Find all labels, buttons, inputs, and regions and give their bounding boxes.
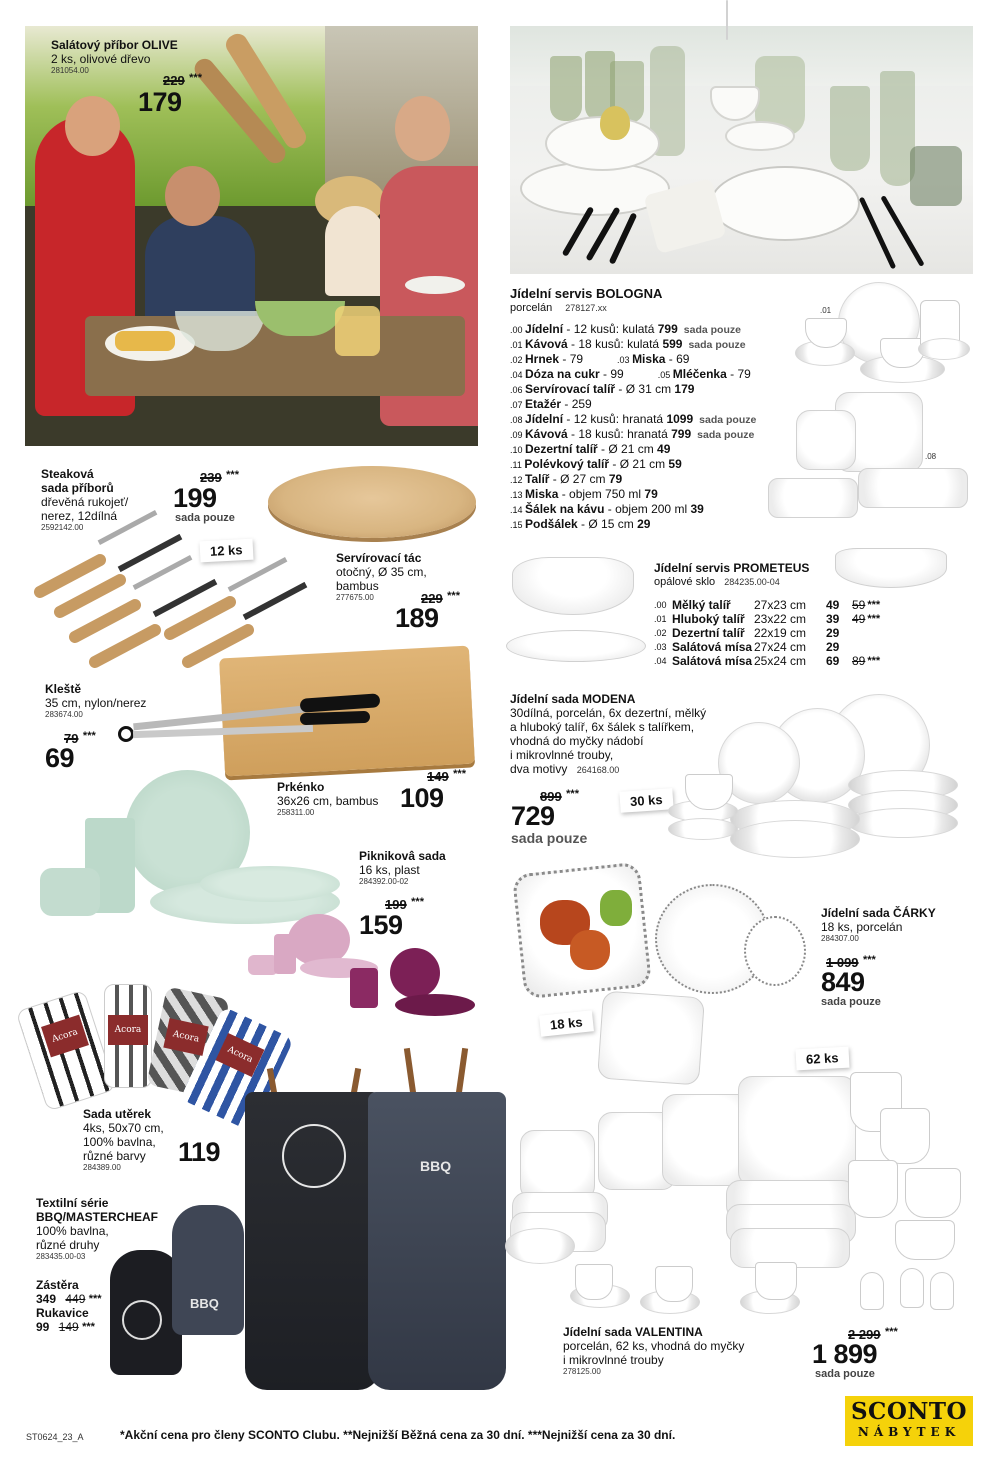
bologna-row-detail: - Ø 15 cm — [577, 517, 638, 531]
prometeus-row-price: 49 — [826, 598, 840, 612]
towel-label-2: Acora — [108, 1015, 148, 1045]
bologna-row-price: 49 — [657, 442, 671, 456]
bologna-row-price: 799 — [671, 427, 692, 441]
glove-price: 99 — [36, 1320, 50, 1334]
modena-stars: *** — [566, 788, 579, 800]
carky-block — [821, 906, 936, 944]
bologna-row-price: 79 — [608, 472, 623, 486]
bologna-row-detail: - 18 kusů: hranatá — [567, 427, 672, 441]
bologna-row-price: 599 — [662, 337, 683, 351]
bologna-row — [510, 502, 800, 517]
prometeus-material: opálové sklo — [654, 576, 716, 588]
towel-label-3: Acora — [163, 1018, 208, 1056]
bologna-row-number: .09 — [510, 430, 526, 440]
olive-desc: 2 ks, olivové dřevo — [51, 52, 151, 66]
prometeus-row-name: Salátová mísa — [672, 640, 753, 654]
prometeus-row-stars: *** — [867, 599, 881, 611]
bologna-row-detail: - Ø 27 cm — [549, 472, 609, 486]
bologna-row — [510, 337, 800, 352]
prometeus-rows — [654, 598, 904, 668]
tray-block — [336, 551, 427, 603]
modena-desc-2: a hluboký talíř, 6x šálek s talířkem, — [510, 720, 695, 734]
apron-print-bbq: BBQ — [420, 1158, 452, 1174]
picnic-code: 284392.00-02 — [359, 877, 409, 886]
sconto-logo — [845, 1396, 973, 1446]
bologna-ref-08: .08 — [925, 452, 937, 461]
bologna-row-number-2: .05 — [657, 370, 673, 380]
picnic-price: 159 — [359, 910, 403, 940]
carky-old-price: 1 099 — [826, 955, 859, 970]
prometeus-material-line — [654, 575, 809, 589]
bologna-row-price: 179 — [674, 382, 695, 396]
bologna-row-name: Kávová — [525, 337, 568, 351]
prometeus-row-size: 27x24 cm — [754, 640, 807, 654]
bologna-row-unit: sada pouze — [688, 339, 746, 351]
bologna-row-detail: - 12 kusů: hranatá — [563, 412, 667, 426]
prometeus-row-old-price: 89 — [852, 654, 866, 668]
textile-desc-1: 100% bavlna, — [36, 1224, 109, 1238]
bologna-row — [510, 382, 800, 397]
steak-unit: sada pouze — [175, 512, 235, 524]
tongs-desc: 35 cm, nylon/nerez — [45, 696, 147, 710]
board-title: Prkénko — [277, 780, 325, 794]
bologna-row-detail: - 12 kusů: kulatá — [563, 322, 658, 336]
bologna-material: porcelán — [510, 302, 553, 314]
prometeus-row — [654, 598, 904, 612]
prometeus-title: Jídelní servis PROMETEUS — [654, 561, 810, 575]
bologna-row-number: .12 — [510, 475, 526, 485]
bologna-rows — [510, 322, 800, 532]
tongs-old-price: 79 — [64, 731, 79, 746]
modena-title: Jídelní sada MODENA — [510, 692, 636, 706]
prometeus-block — [654, 561, 809, 589]
tray-title: Servírovací tác — [336, 551, 422, 565]
prometeus-row — [654, 654, 904, 668]
bologna-block — [510, 286, 810, 315]
page-code: ST0624_23_A — [26, 1432, 84, 1442]
valentina-desc-2: i mikrovlnné trouby — [563, 1353, 664, 1367]
bologna-row-name: Dóza na cukr — [525, 367, 600, 381]
bologna-row — [510, 472, 800, 487]
valentina-code: 278125.00 — [563, 1367, 601, 1376]
bologna-row-name: Servírovací talíř — [525, 382, 616, 396]
modena-code: 264168.00 — [576, 765, 620, 775]
bologna-code: 278127.xx — [565, 303, 607, 313]
tray-code: 277675.00 — [336, 593, 374, 602]
textile-desc-2: různé druhy — [36, 1238, 100, 1252]
towels-price: 119 — [178, 1137, 221, 1167]
bologna-row — [510, 397, 800, 412]
bologna-row-detail-2: - 69 — [665, 352, 690, 366]
carky-desc: 18 ks, porcelán — [821, 920, 903, 934]
board-old-price: 149 — [427, 769, 449, 784]
bologna-row-number: .07 — [510, 400, 526, 410]
steak-code: 2592142.00 — [41, 523, 84, 532]
bologna-row-detail: - 259 — [561, 397, 592, 411]
prometeus-row-price: 29 — [826, 626, 840, 640]
picnic-block — [359, 849, 446, 887]
prometeus-row-name: Mělký talíř — [672, 598, 731, 612]
bologna-row-name: Miska — [525, 487, 559, 501]
bologna-row-number-2: .03 — [617, 355, 633, 365]
prometeus-row-number: .03 — [654, 642, 667, 652]
footer-note: *Akční cena pro členy SCONTO Clubu. **Nejnižší Běžná cena za 30 dní. ***Nejnižší cena za 30 dní. — [120, 1428, 676, 1442]
bologna-row-detail-2: - 79 — [726, 367, 751, 381]
tongs-stars: *** — [82, 730, 96, 742]
bologna-row-name: Kávová — [525, 427, 568, 441]
bologna-row-detail: - 99 — [599, 367, 624, 381]
bologna-row-number: .00 — [510, 325, 526, 335]
bologna-row-unit: sada pouze — [683, 324, 741, 336]
carky-unit: sada pouze — [821, 996, 881, 1008]
bologna-row-price: 29 — [637, 517, 651, 531]
prometeus-row-stars: *** — [867, 613, 881, 625]
picnic-stars: *** — [411, 896, 424, 908]
bologna-row-unit: sada pouze — [697, 429, 755, 441]
bologna-row-detail: - Ø 21 cm — [597, 442, 658, 456]
valentina-title: Jídelní sada VALENTINA — [563, 1325, 703, 1339]
bologna-row-name: Talíř — [525, 472, 550, 486]
bologna-row-detail: - 79 — [559, 352, 584, 366]
family-dinner-photo — [25, 26, 478, 446]
textile-title-1: Textilní série — [36, 1196, 109, 1210]
modena-price: 729 — [511, 801, 555, 831]
prometeus-row — [654, 640, 904, 654]
bologna-row-name-2: Mléčenka — [672, 367, 727, 381]
bologna-row — [510, 517, 800, 532]
carky-price: 849 — [821, 967, 865, 997]
board-desc: 36x26 cm, bambus — [277, 794, 379, 808]
bologna-ref-01: .01 — [820, 306, 832, 315]
bologna-row — [510, 322, 800, 337]
bologna-row-detail: - objem 750 ml — [558, 487, 645, 501]
prometeus-row-size: 27x23 cm — [754, 598, 807, 612]
bologna-material-line — [510, 301, 810, 315]
prometeus-row-price: 39 — [826, 612, 840, 626]
valentina-unit: sada pouze — [815, 1368, 875, 1380]
prometeus-row-price: 69 — [826, 654, 840, 668]
bologna-row-name: Etažér — [525, 397, 562, 411]
bologna-row-number: .11 — [510, 460, 525, 470]
bologna-row-number: .15 — [510, 520, 526, 530]
board-block — [277, 780, 378, 818]
towels-desc-2: 100% bavlna, — [83, 1135, 156, 1149]
prometeus-row-number: .04 — [654, 656, 667, 666]
tongs-title: Kleště — [45, 682, 82, 696]
textile-block — [36, 1196, 158, 1262]
steak-old-price: 239 — [200, 470, 222, 485]
prometeus-row — [654, 626, 904, 640]
steak-block — [41, 467, 128, 533]
towel-label-4: Acora — [216, 1033, 265, 1077]
prometeus-row-size: 23x22 cm — [754, 612, 807, 626]
modena-desc-4: i mikrovlnné trouby, — [510, 748, 614, 762]
modena-old-price: 899 — [540, 789, 562, 804]
bologna-row-name: Polévkový talíř — [524, 457, 610, 471]
steak-tag: 12 ks — [199, 539, 253, 563]
tray-desc-2: bambus — [336, 579, 379, 593]
towels-code: 284389.00 — [83, 1163, 121, 1172]
prometeus-row-old-price — [852, 640, 902, 654]
board-code: 258311.00 — [277, 808, 315, 817]
towels-desc-3: různé barvy — [83, 1149, 146, 1163]
board-stars: *** — [453, 768, 466, 780]
bologna-row-detail: - objem 200 ml — [604, 502, 691, 516]
tray-old-price: 229 — [421, 591, 443, 606]
bologna-row-price: 39 — [690, 502, 704, 516]
board-price: 109 — [400, 783, 444, 813]
prometeus-code: 284235.00-04 — [724, 577, 780, 587]
valentina-price: 1 899 — [812, 1339, 878, 1369]
bologna-row-unit: sada pouze — [699, 414, 757, 426]
apron-price-block — [36, 1278, 102, 1334]
olive-code: 281054.00 — [51, 66, 89, 75]
glove-stars: *** — [82, 1321, 95, 1333]
olive-block — [51, 38, 178, 76]
prometeus-row-name: Dezertní talíř — [672, 626, 745, 640]
bologna-row-price: 799 — [657, 322, 678, 336]
glove-old-price: 149 — [58, 1320, 79, 1334]
prometeus-row-old-price: 59 — [852, 598, 866, 612]
valentina-old-price: 2 299 — [848, 1327, 881, 1342]
steak-title-2: sada příborů — [41, 481, 114, 495]
bologna-row-number: .14 — [510, 505, 526, 515]
logo-top-text: SCONTO — [850, 1398, 968, 1425]
bologna-row-name: Podšálek — [525, 517, 578, 531]
carky-stars: *** — [863, 954, 876, 966]
bologna-row-price: 1099 — [666, 412, 694, 426]
bologna-row-number: .01 — [510, 340, 526, 350]
carky-title: Jídelní sada ČÁRKY — [821, 906, 936, 920]
valentina-block — [563, 1325, 744, 1377]
modena-desc-5: dva motivy — [510, 762, 568, 776]
prometeus-row-number: .00 — [654, 600, 667, 610]
apron-label: Zástěra — [36, 1278, 79, 1292]
tray-image — [268, 466, 476, 538]
towels-desc-1: 4ks, 50x70 cm, — [83, 1121, 164, 1135]
modena-desc-3: vhodná do myčky nádobí — [510, 734, 644, 748]
valentina-desc-1: porcelán, 62 ks, vhodná do myčky — [563, 1339, 745, 1353]
tray-stars: *** — [447, 590, 460, 602]
bologna-row-name: Šálek na kávu — [525, 502, 605, 516]
olive-old-price: 229 — [163, 73, 185, 88]
prometeus-row-number: .01 — [654, 614, 667, 624]
prometeus-row-number: .02 — [654, 628, 667, 638]
picnic-old-price: 199 — [385, 897, 407, 912]
bologna-row-detail: - Ø 31 cm — [615, 382, 675, 396]
tongs-block — [45, 682, 146, 720]
steak-stars: *** — [226, 469, 239, 481]
bologna-row-number: .06 — [510, 385, 526, 395]
prometeus-row — [654, 612, 904, 626]
glove-label: Rukavice — [36, 1306, 89, 1320]
steak-desc-2: nerez, 12dílná — [41, 509, 118, 523]
steak-desc-1: dřevěná rukojeť/ — [41, 495, 129, 509]
bologna-row-detail: - 18 kusů: kulatá — [567, 337, 663, 351]
glove-price-line — [36, 1320, 102, 1334]
steak-title-1: Steaková — [41, 467, 94, 481]
carky-code: 284307.00 — [821, 934, 859, 943]
apron-stars: *** — [88, 1293, 102, 1305]
logo-bottom-text: NÁBYTEK — [857, 1425, 961, 1439]
prometeus-row-name: Salátová mísa — [672, 654, 753, 668]
tray-price: 189 — [395, 603, 439, 633]
modena-desc-1: 30dílná, porcelán, 6x dezertní, mělký — [510, 706, 707, 720]
prometeus-row-stars: *** — [867, 655, 881, 667]
prometeus-row-old-price: 49 — [852, 612, 866, 626]
valentina-tag: 62 ks — [795, 1047, 849, 1071]
prometeus-row-name: Hluboký talíř — [672, 612, 745, 626]
modena-block — [510, 692, 750, 777]
apron-price: 349 — [36, 1292, 57, 1306]
bologna-row-price: 79 — [644, 487, 658, 501]
bologna-row — [510, 442, 800, 457]
towels-block — [83, 1107, 164, 1173]
bologna-row — [510, 427, 800, 442]
bologna-row-name: Dezertní talíř — [525, 442, 598, 456]
bologna-row-detail: - Ø 21 cm — [609, 457, 669, 471]
tray-desc-1: otočný, Ø 35 cm, — [336, 565, 427, 579]
picnic-desc: 16 ks, plast — [359, 863, 420, 877]
bologna-row — [510, 457, 800, 472]
bologna-row — [510, 352, 800, 367]
bologna-row-number: .02 — [510, 355, 526, 365]
steak-price: 199 — [173, 483, 217, 513]
bologna-row — [510, 487, 800, 502]
bologna-row-number: .13 — [510, 490, 526, 500]
bologna-row-name: Jídelní — [525, 322, 564, 336]
modena-unit: sada pouze — [511, 830, 588, 846]
towels-title: Sada utěrek — [83, 1107, 152, 1121]
tongs-price: 69 — [45, 743, 75, 773]
apron-old-price: 449 — [65, 1292, 86, 1306]
bologna-row-price: 59 — [668, 457, 682, 471]
prometeus-row-size: 22x19 cm — [754, 626, 807, 640]
towel-label-1: Acora — [41, 1015, 89, 1058]
glove-print-bbq: BBQ — [190, 1296, 219, 1311]
valentina-stars: *** — [885, 1326, 898, 1338]
bologna-row-name: Jídelní — [525, 412, 564, 426]
textile-title-2: BBQ/MASTERCHEAF — [36, 1210, 158, 1224]
table-setting-photo — [510, 26, 973, 274]
bologna-row — [510, 412, 800, 427]
textile-code: 283435.00-03 — [36, 1252, 86, 1261]
bologna-row-number: .10 — [510, 445, 526, 455]
carky-tag: 18 ks — [539, 1010, 593, 1036]
olive-title: Salátový příbor OLIVE — [51, 38, 178, 52]
olive-stars: *** — [189, 72, 202, 84]
bologna-title: Jídelní servis BOLOGNA — [510, 286, 663, 301]
modena-tag: 30 ks — [619, 788, 673, 813]
bologna-row-name-2: Miska — [632, 352, 666, 366]
olive-price: 179 — [138, 87, 182, 117]
picnic-title: Piknikovâ sada — [359, 849, 446, 863]
bologna-row-number: .08 — [510, 415, 526, 425]
prometeus-row-old-price — [852, 626, 902, 640]
apron-price-line — [36, 1292, 102, 1306]
prometeus-row-size: 25x24 cm — [754, 654, 807, 668]
prometeus-row-price: 29 — [826, 640, 840, 654]
bologna-row-name: Hrnek — [525, 352, 560, 366]
bologna-row — [510, 367, 800, 382]
bologna-row-number: .04 — [510, 370, 526, 380]
tongs-code: 283674.00 — [45, 710, 83, 719]
